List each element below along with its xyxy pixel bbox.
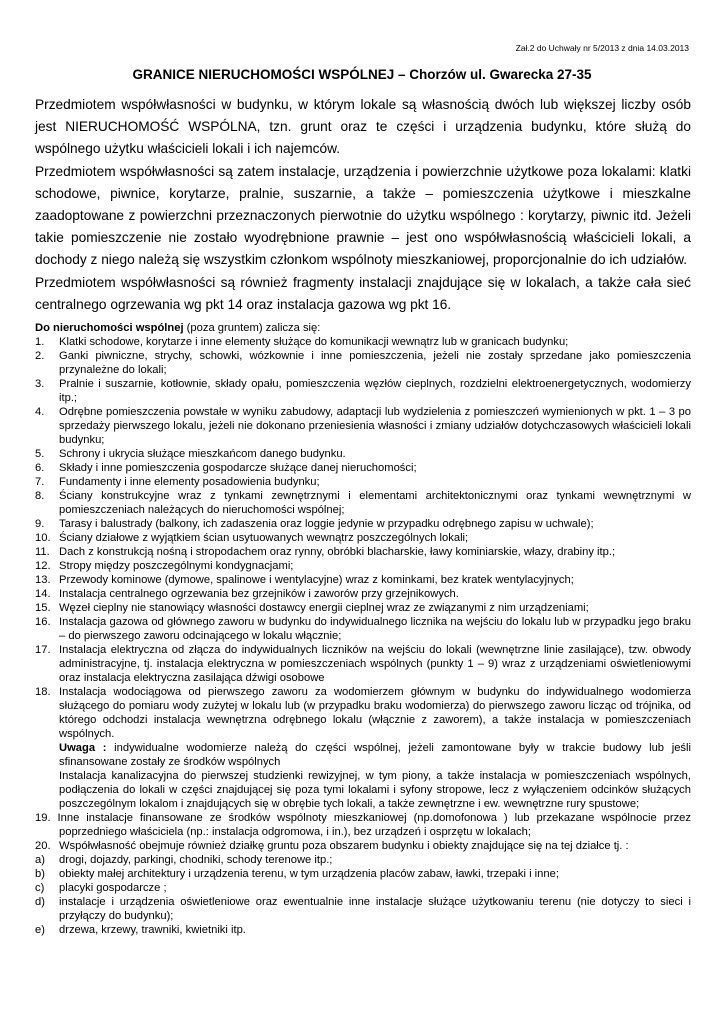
list-item	[35, 601, 691, 615]
list-item	[35, 615, 691, 643]
list-item-number: 15.	[35, 602, 51, 614]
list-item-number: 14.	[35, 588, 51, 600]
list-item-number: c)	[35, 882, 45, 894]
list-item-number: e)	[35, 924, 45, 936]
list-item-text: drzewa, krzewy, trawniki, kwietniki itp.	[59, 924, 246, 936]
list-item-text: Ściany konstrukcyjne wraz z tynkami zewnętrznymi i elementami architektonicznymi oraz tynkami wewnętrznymi w pomieszczeniach należących do nieruchomości wspólnej;	[59, 490, 691, 516]
list-lead-bold: Do nieruchomości wspólnej	[35, 322, 184, 334]
list-item	[35, 545, 691, 559]
list-item	[35, 895, 691, 923]
intro-section	[35, 94, 691, 316]
list-item-number: 5.	[35, 448, 45, 460]
list-item-text: obiekty małej architektury i urządzenia terenu, w tym urządzenia placów zabaw, ławki, trzepaki i inne;	[59, 868, 559, 880]
list-item-text: Dach z konstrukcją nośną i stropodachem oraz rynny, obróbki blacharskie, ławy kominiarskie, włazy, drabiny itp.;	[59, 546, 616, 558]
list-item-text: Fundamenty i inne elementy posadowienia budynku;	[59, 476, 320, 488]
list-item	[35, 839, 691, 853]
list-item-text: Tarasy i balustrady (balkony, ich zadaszenia oraz loggie jedynie w przypadku odrębnego zapisu w uchwale);	[59, 518, 594, 530]
document-title: GRANICE NIERUCHOMOŚCI WSPÓLNEJ – Chorzów ul. Gwarecka 27-35	[132, 67, 592, 82]
list-item-note	[59, 741, 691, 769]
list-item	[35, 517, 691, 531]
list-item-number: 18.	[35, 686, 51, 698]
list-item	[35, 867, 691, 881]
list-item-text: Ściany działowe z wyjątkiem ścian usytuowanych wewnątrz poszczególnych lokali;	[59, 532, 469, 544]
list-item-number: 1.	[35, 336, 45, 348]
list-item-number: 16.	[35, 616, 51, 628]
list-item-number: 4.	[35, 406, 45, 418]
list-item	[35, 475, 691, 489]
list-item	[35, 685, 691, 811]
list-item-number: d)	[35, 896, 45, 908]
list-item-text: Składy i inne pomieszczenia gospodarcze służące danej nieruchomości;	[59, 462, 417, 474]
list-item	[35, 573, 691, 587]
list-item-text: Inne instalacje finansowane ze środków wspólnoty mieszkaniowej (np.domofonowa ) lub przekazane wspólnocie przez poprzedniego właściciela (np.: instalacja odgromowa, i in.), bez urządzeń i osprzętu w lokalach;	[57, 812, 691, 838]
common-property-list	[35, 335, 691, 937]
list-item-number: 20.	[35, 840, 51, 852]
intro-paragraph: Przedmiotem współwłasności są zatem instalacje, urządzenia i powierzchnie użytkowe poza lokalami: klatki schodowe, piwnice, korytarze, pralnie, suszarnie, a także – pomieszczenia użytkowe i mieszkalne zaadoptowane z powierzchni przeznaczonych pierwotnie do użytku wspólnego : korytarzy, piwnic itd. Jeżeli takie pomieszczenie nie zostało wyodrębnione prawnie – jest ono współwłasnością właścicieli lokali, a dochody z niego należą się wszystkim członkom wspólnoty mieszkaniowej, proporcjonalnie do ich udziałów.	[35, 163, 691, 268]
list-item-text: Pralnie i suszarnie, kotłownie, składy opału, pomieszczenia węzłów cieplnych, rozdzielni elektroenergetycznych, wodomierzy itp.;	[59, 378, 691, 404]
list-item-text: placyki gospodarcze ;	[59, 882, 167, 894]
attachment-note: Zał.2 do Uchwały nr 5/2013 z dnia 14.03.2013	[515, 43, 689, 53]
list-item-number: a)	[35, 854, 45, 866]
list-item-number: 7.	[35, 476, 45, 488]
list-item	[35, 643, 691, 685]
list-item-number: 6.	[35, 462, 45, 474]
list-item	[35, 447, 691, 461]
list-item	[35, 377, 691, 405]
list-item-text: Ganki piwniczne, strychy, schowki, wózkownie i inne pomieszczenia, jeżeli nie zostały sprzedane jako pomieszczenia przynależne do lokali;	[59, 350, 691, 376]
list-item	[35, 349, 691, 377]
list-item-text: drogi, dojazdy, parkingi, chodniki, schody terenowe itp.;	[59, 854, 333, 866]
list-item-number: 2.	[35, 350, 45, 362]
note-text: indywidualne wodomierze należą do części wspólnej, jeżeli zamontowane były w trakcie budowy lub jeśli sfinansowane zostały ze środków wspólnych	[59, 742, 691, 768]
list-item-number: 10.	[35, 532, 51, 544]
list-item-number: 3.	[35, 378, 45, 390]
list-item-number: 13.	[35, 574, 51, 586]
intro-paragraph: Przedmiotem współwłasności w budynku, w którym lokale są własnością dwóch lub większej liczby osób jest NIERUCHOMOŚĆ WSPÓLNA, tzn. grunt oraz te części i urządzenia budynku, które służą do wspólnego użytku właścicieli lokali i ich najemców.	[35, 97, 691, 157]
list-item-text: Schrony i ukrycia służące mieszkańcom danego budynku.	[59, 448, 346, 460]
list-item-text: Instalacja gazowa od głównego zaworu w budynku do indywidualnego licznika na wejściu do lokalu lub w przypadku jego braku – do pierwszego zaworu odcinającego w lokalu włącznie;	[59, 616, 691, 642]
list-item	[35, 587, 691, 601]
list-item-number: 12.	[35, 560, 51, 572]
list-item-text: Odrębne pomieszczenia powstałe w wyniku zabudowy, adaptacji lub wydzielenia z pomieszczeń wymienionych w pkt. 1 – 3 po sprzedaży pierwszego lokalu, jeżeli nie dokonano przeniesienia własności i zmiany udziałów dotychczasowych właścicieli lokali budynku;	[59, 406, 691, 446]
list-item	[35, 811, 691, 839]
list-item-number: 11.	[35, 546, 50, 558]
list-item-text: instalacje i urządzenia oświetleniowe oraz ewentualnie inne instalacje służące użytkowaniu terenu (nie dotyczy to sieci i przyłączy do budynku);	[59, 896, 691, 922]
list-item-number: b)	[35, 868, 45, 880]
list-lead-rest: (poza gruntem) zalicza się:	[183, 322, 321, 334]
list-item	[35, 531, 691, 545]
list-item-text: Współwłasność obejmuje również działkę gruntu poza obszarem budynku i obiekty znajdujące się na tej działce tj. :	[59, 840, 629, 852]
list-item	[35, 559, 691, 573]
list-item-text: Stropy między poszczególnymi kondygnacjami;	[59, 560, 294, 572]
list-item	[35, 923, 691, 937]
list-item	[35, 461, 691, 475]
list-item	[35, 489, 691, 517]
list-item-text: Węzeł cieplny nie stanowiący własności dostawcy energii cieplnej wraz ze związanymi z nim urządzeniami;	[59, 602, 589, 614]
list-item-number: 19.	[35, 812, 51, 824]
list-item-text: Instalacja wodociągowa od pierwszego zaworu za wodomierzem głównym w budynku do indywidualnego wodomierza służącego do pomiaru wody zużytej w lokalu lub (w przypadku braku wodomierza) do pierwszego zaworu licząc od trójnika, od którego odchodzi instalacja wewnętrzna odrębnego lokalu (włącznie z zaworem), a także instalacja w pomieszczeniach wspólnych.	[59, 686, 691, 740]
intro-paragraph: Przedmiotem współwłasności są również fragmenty instalacji znajdujące się w lokalach, a także cała sieć centralnego ogrzewania wg pkt 14 oraz instalacja gazowa wg pkt 16.	[35, 274, 691, 312]
list-item-body	[59, 685, 691, 811]
list-item	[35, 335, 691, 349]
list-item-text: Instalacja elektryczna od złącza do indywidualnych liczników na wejściu do lokali (wewnętrzne linie zasilające), tzw. obwody administracyjne, tj. instalacja elektryczna w pomieszczeniach wspólnych (punkty 1 – 9) wraz z urządzeniami oświetleniowymi oraz instalacja elektryczna zasilająca dźwigi osobowe	[59, 644, 691, 684]
list-item-number: 9.	[35, 518, 45, 530]
list-item-extra: Instalacja kanalizacyjna do pierwszej studzienki rewizyjnej, w tym piony, a także instalacja w pomieszczeniach wspólnych, podłączenia do lokali w części znajdującej się poza tymi lokalami i syfony stropowe, lecz z wyłączeniem odcinków służących poszczególnym lokalom i znajdujących się w obrębie tych lokali, a także zewnętrzne i ew. wewnętrzne rury spustowe;	[59, 770, 691, 810]
list-item-text: Instalacja centralnego ogrzewania bez grzejników i zaworów przy grzejnikowych.	[59, 588, 459, 600]
list-item	[35, 881, 691, 895]
list-item-text: Przewody kominowe (dymowe, spalinowe i wentylacyjne) wraz z kominkami, bez kratek wentylacyjnych;	[59, 574, 574, 586]
list-lead	[35, 321, 695, 335]
note-label: Uwaga :	[59, 742, 107, 754]
list-item	[35, 853, 691, 867]
list-item	[35, 405, 691, 447]
list-item-number: 17.	[35, 644, 51, 656]
list-item-number: 8.	[35, 490, 45, 502]
list-item-text: Klatki schodowe, korytarze i inne elementy służące do komunikacji wewnątrz lub w granicach budynku;	[59, 336, 569, 348]
